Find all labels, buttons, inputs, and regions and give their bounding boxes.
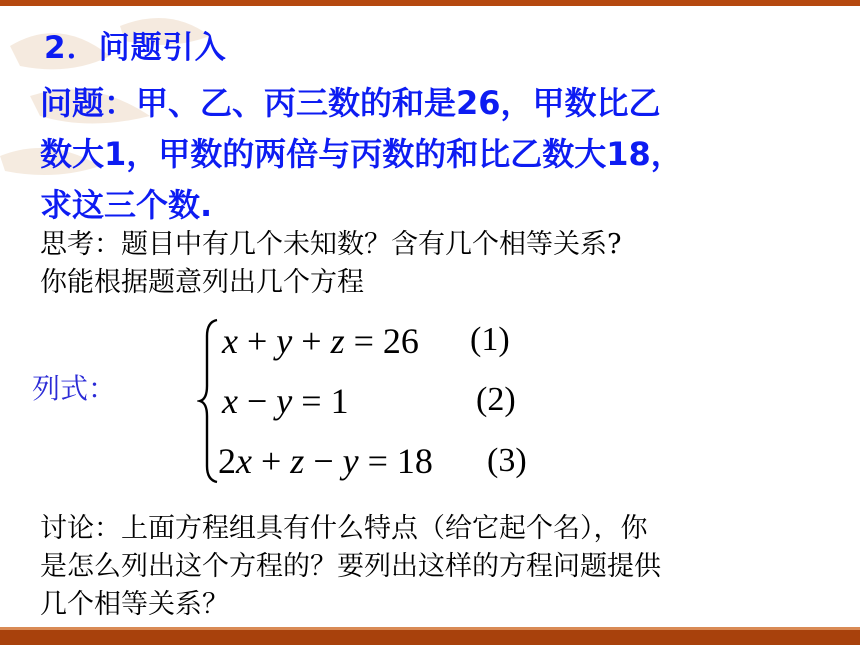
discuss-line: 讨论：上面方程组具有什么特点（给它起个名），你	[40, 513, 648, 544]
think-prompt	[40, 226, 840, 302]
eq1-var-x: x	[222, 321, 238, 361]
eq2-op: −	[237, 381, 277, 421]
eq1-var-z: z	[330, 321, 345, 361]
equation-3	[218, 440, 433, 482]
eq3-var-z: z	[290, 441, 305, 481]
eq1-op: +	[292, 321, 331, 361]
equation-2	[222, 380, 349, 422]
discussion-prompt	[40, 510, 840, 624]
eq3-coef: 2	[218, 441, 236, 481]
eq3-rhs: = 18	[358, 441, 433, 481]
problem-line: 数大1，甲数的两倍与丙数的和比乙数大18，	[40, 135, 683, 173]
think-line: 思考：题目中有几个未知数？含有几个相等关系?	[40, 229, 622, 260]
discuss-line: 是怎么列出这个方程的？要列出这样的方程问题提供	[40, 551, 661, 582]
equation-2-number: (2)	[476, 381, 516, 418]
bottom-accent-bar	[0, 630, 860, 645]
eq2-var-x: x	[222, 381, 238, 421]
think-line: 你能根据题意列出几个方程	[40, 267, 364, 298]
problem-statement	[40, 78, 840, 231]
equation-1	[222, 320, 419, 362]
eq2-var-y: y	[276, 381, 293, 421]
equation-3-number: (3)	[487, 442, 527, 479]
eq3-var-y: y	[342, 441, 359, 481]
eq1-rhs: = 26	[344, 321, 419, 361]
eq2-rhs: = 1	[292, 381, 349, 421]
equation-label: 列式：	[32, 372, 117, 405]
eq3-op: −	[304, 441, 343, 481]
eq3-var-x: x	[236, 441, 252, 481]
eq1-var-y: y	[276, 321, 293, 361]
equation-1-number: (1)	[470, 321, 510, 358]
problem-line: 问题：甲、乙、丙三数的和是26，甲数比乙	[40, 84, 661, 122]
eq1-op: +	[237, 321, 277, 361]
section-title: 2．问题引入	[44, 30, 227, 66]
eq3-op: +	[251, 441, 291, 481]
discuss-line: 几个相等关系？	[40, 589, 229, 620]
problem-line: 求这三个数.	[40, 186, 213, 224]
